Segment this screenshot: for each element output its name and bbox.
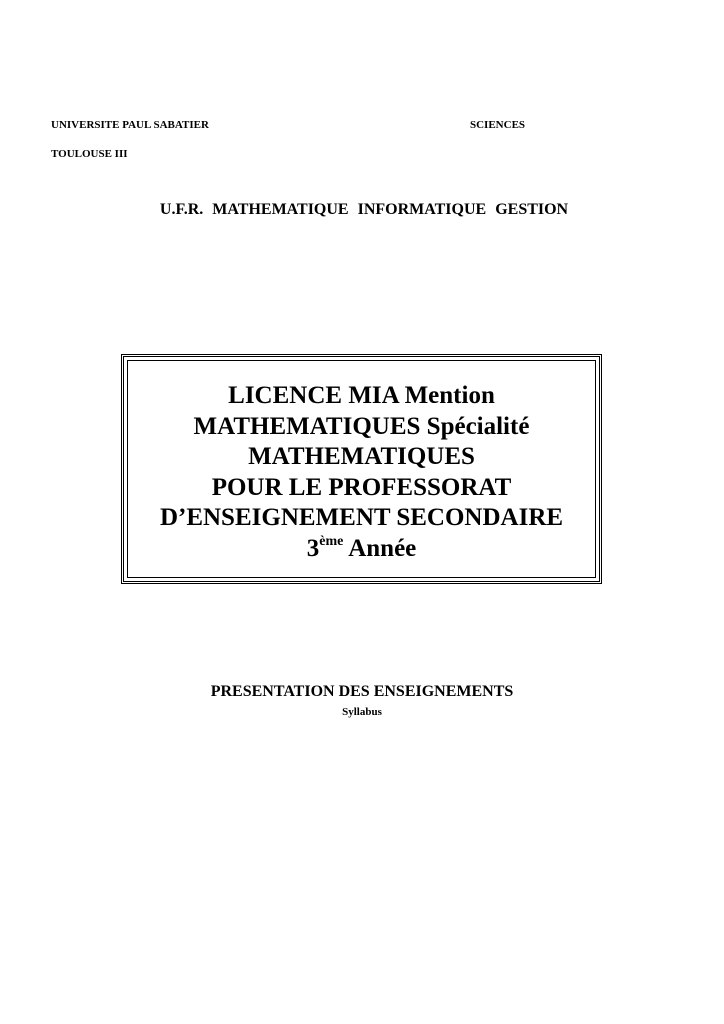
- syllabus-label: Syllabus: [342, 706, 382, 718]
- title-line-3: MATHEMATIQUES: [248, 443, 475, 470]
- year-suffix: ème: [319, 533, 344, 549]
- year-number: 3: [306, 534, 320, 562]
- ufr-heading: U.F.R. MATHEMATIQUE INFORMATIQUE GESTION: [159, 201, 569, 218]
- title-box: [121, 354, 602, 584]
- university-name: UNIVERSITE PAUL SABATIER: [51, 119, 209, 131]
- title-line-2: MATHEMATIQUES Spécialité: [193, 412, 530, 440]
- presentation-heading: PRESENTATION DES ENSEIGNEMENTS: [210, 683, 514, 700]
- year-word: Année: [348, 534, 417, 562]
- faculty-label: SCIENCES: [470, 119, 526, 131]
- title-line-1: LICENCE MIA Mention: [228, 382, 495, 409]
- city-label: TOULOUSE III: [51, 148, 128, 160]
- title-block: [124, 381, 599, 564]
- title-line-5: D’ENSEIGNEMENT SECONDAIRE: [159, 504, 564, 531]
- year-line: [124, 534, 599, 565]
- title-line-4: POUR LE PROFESSORAT: [211, 473, 512, 501]
